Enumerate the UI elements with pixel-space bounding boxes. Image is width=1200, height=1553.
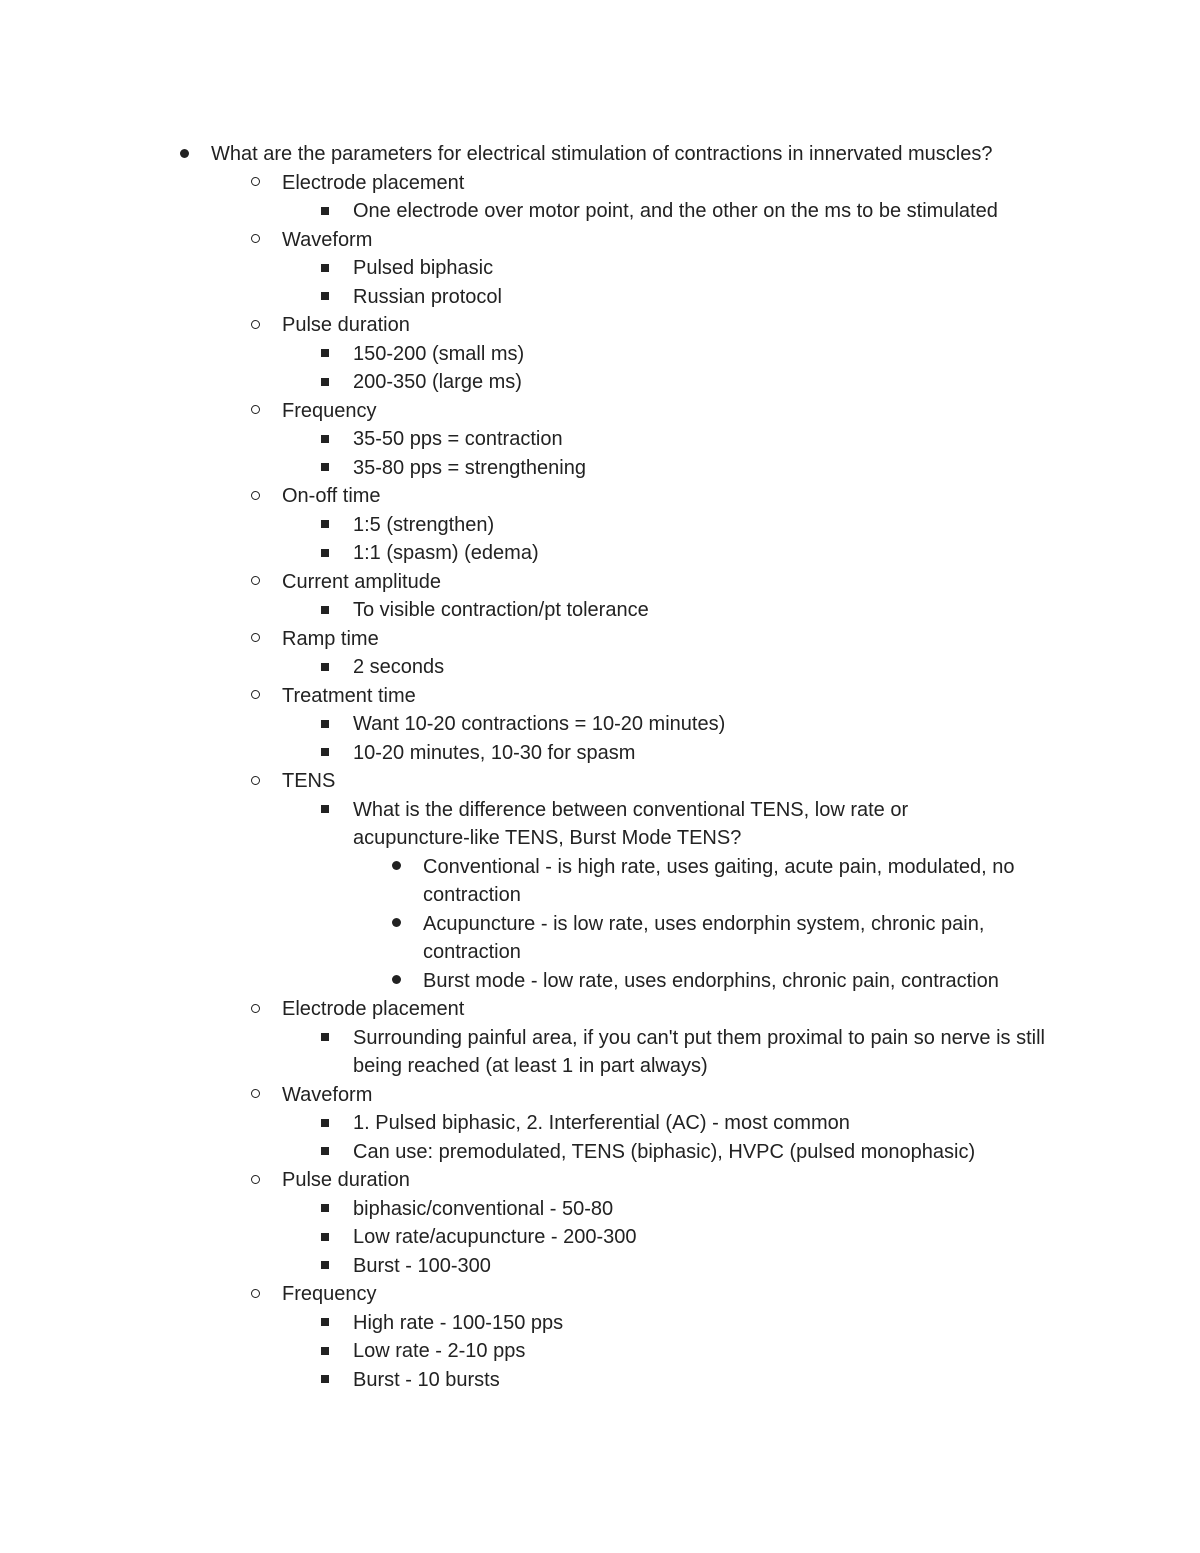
square-bullet-icon <box>313 653 337 682</box>
list-item <box>0 425 1200 454</box>
list-item-text: Surrounding painful area, if you can't put them proximal to pain so nerve is still being reached (at least 1 in part always) <box>353 1026 1045 1077</box>
list-item <box>0 1366 1200 1395</box>
question-text: What are the parameters for electrical stimulation of contractions in innervated muscles? <box>211 143 993 165</box>
topic-label: Electrode placement <box>282 998 465 1020</box>
topic-pulse-duration <box>0 311 1200 340</box>
list-item-text: 10-20 minutes, 10-30 for spasm <box>353 741 636 764</box>
topic-label: Pulse duration <box>282 1169 410 1191</box>
square-bullet-icon <box>313 710 337 739</box>
list-item-text: Pulsed biphasic <box>353 257 494 279</box>
hollow-circle-bullet-icon <box>243 1166 267 1195</box>
list-item <box>0 1138 1200 1167</box>
list-item-text: 1:5 (strengthen) <box>353 513 495 536</box>
square-bullet-icon <box>313 539 337 568</box>
outline-question <box>0 140 1200 169</box>
topic-label: Frequency <box>282 399 377 422</box>
topic-frequency <box>0 397 1200 426</box>
document-page <box>0 140 1200 1394</box>
list-item-text: Burst - 100-300 <box>353 1254 491 1277</box>
list-item <box>0 1223 1200 1252</box>
hollow-circle-bullet-icon <box>243 568 267 597</box>
list-item-text: 35-80 pps = strengthening <box>353 456 586 479</box>
square-bullet-icon <box>313 454 337 483</box>
list-item-text: 35-50 pps = contraction <box>353 428 563 450</box>
list-item-text: Low rate/acupuncture - 200-300 <box>353 1226 637 1248</box>
hollow-circle-bullet-icon <box>243 169 267 198</box>
topic-label: TENS <box>282 770 336 792</box>
list-item-text: 1. Pulsed biphasic, 2. Interferential (AC) - most common <box>353 1112 850 1134</box>
list-item <box>0 283 1200 312</box>
hollow-circle-bullet-icon <box>243 1081 267 1110</box>
list-item <box>0 1252 1200 1281</box>
sub-list-item-text: Acupuncture - is low rate, uses endorphin system, chronic pain, contraction <box>423 912 985 963</box>
hollow-circle-bullet-icon <box>243 482 267 511</box>
square-bullet-icon <box>313 596 337 625</box>
hollow-circle-bullet-icon <box>243 767 267 796</box>
filled-circle-bullet-icon <box>384 910 408 939</box>
hollow-circle-bullet-icon <box>243 397 267 426</box>
square-bullet-icon <box>313 368 337 397</box>
square-bullet-icon <box>313 1337 337 1366</box>
list-item <box>0 1337 1200 1366</box>
square-bullet-icon <box>313 739 337 768</box>
list-item-text: Want 10-20 contractions = 10-20 minutes) <box>353 713 726 735</box>
hollow-circle-bullet-icon <box>243 1280 267 1309</box>
square-bullet-icon <box>313 254 337 283</box>
list-item-text: 2 seconds <box>353 656 445 678</box>
list-item <box>0 1309 1200 1338</box>
topic-label: Frequency <box>282 1283 377 1305</box>
topic-treatment-time <box>0 682 1200 711</box>
list-item-text: To visible contraction/pt tolerance <box>353 599 649 621</box>
list-item-text: Russian protocol <box>353 285 502 308</box>
topic-waveform <box>0 226 1200 255</box>
topic-label: Treatment time <box>282 684 416 707</box>
sub-list-item <box>0 967 1200 996</box>
list-item-text: Can use: premodulated, TENS (biphasic), HVPC (pulsed monophasic) <box>353 1140 976 1163</box>
hollow-circle-bullet-icon <box>243 682 267 711</box>
list-item <box>0 1024 1200 1081</box>
list-item-text: Low rate - 2-10 pps <box>353 1340 526 1362</box>
square-bullet-icon <box>313 1309 337 1338</box>
square-bullet-icon <box>313 1366 337 1395</box>
sub-list-item <box>0 910 1200 967</box>
square-bullet-icon <box>313 425 337 454</box>
filled-circle-bullet-icon <box>384 853 408 882</box>
square-bullet-icon <box>313 796 337 825</box>
list-item <box>0 254 1200 283</box>
topic-pulse-duration <box>0 1166 1200 1195</box>
hollow-circle-bullet-icon <box>243 226 267 255</box>
list-item-text: Burst - 10 bursts <box>353 1368 500 1391</box>
topic-tens <box>0 767 1200 796</box>
square-bullet-icon <box>313 1195 337 1224</box>
filled-circle-bullet-icon <box>172 140 196 169</box>
list-item <box>0 368 1200 397</box>
hollow-circle-bullet-icon <box>243 995 267 1024</box>
topic-label: Waveform <box>282 228 373 251</box>
list-item-text: High rate - 100-150 pps <box>353 1311 564 1334</box>
list-item <box>0 197 1200 226</box>
square-bullet-icon <box>313 340 337 369</box>
sub-list-item-text: Conventional - is high rate, uses gaiting, acute pain, modulated, no contraction <box>423 855 1015 906</box>
square-bullet-icon <box>313 1024 337 1053</box>
square-bullet-icon <box>313 1109 337 1138</box>
topic-label: Electrode placement <box>282 171 465 194</box>
hollow-circle-bullet-icon <box>243 311 267 340</box>
square-bullet-icon <box>313 511 337 540</box>
topic-electrode-placement <box>0 995 1200 1024</box>
list-item-text: 200-350 (large ms) <box>353 371 522 393</box>
sub-list-item <box>0 853 1200 910</box>
list-item <box>0 511 1200 540</box>
topic-current-amplitude <box>0 568 1200 597</box>
square-bullet-icon <box>313 1223 337 1252</box>
topic-ramp-time <box>0 625 1200 654</box>
square-bullet-icon <box>313 197 337 226</box>
list-item <box>0 796 1200 853</box>
list-item <box>0 596 1200 625</box>
sub-list-item-text: Burst mode - low rate, uses endorphins, chronic pain, contraction <box>423 969 999 992</box>
list-item-text: One electrode over motor point, and the other on the ms to be stimulated <box>353 200 998 222</box>
list-item <box>0 653 1200 682</box>
list-item-text: biphasic/conventional - 50-80 <box>353 1197 614 1220</box>
hollow-circle-bullet-icon <box>243 625 267 654</box>
topic-on-off-time <box>0 482 1200 511</box>
square-bullet-icon <box>313 1252 337 1281</box>
list-item <box>0 454 1200 483</box>
topic-label: On-off time <box>282 485 381 507</box>
topic-label: Ramp time <box>282 627 379 650</box>
topic-frequency <box>0 1280 1200 1309</box>
list-item-text: 150-200 (small ms) <box>353 342 525 365</box>
list-item-text: 1:1 (spasm) (edema) <box>353 542 539 564</box>
square-bullet-icon <box>313 1138 337 1167</box>
topic-electrode-placement <box>0 169 1200 198</box>
topic-waveform <box>0 1081 1200 1110</box>
list-item <box>0 539 1200 568</box>
topic-label: Current amplitude <box>282 570 441 593</box>
list-item <box>0 710 1200 739</box>
filled-circle-bullet-icon <box>384 967 408 996</box>
tens-question-text: What is the difference between conventional TENS, low rate or acupuncture-like TENS, Burst Mode TENS? <box>353 798 909 849</box>
list-item <box>0 739 1200 768</box>
square-bullet-icon <box>313 283 337 312</box>
list-item <box>0 1109 1200 1138</box>
topic-label: Waveform <box>282 1083 373 1106</box>
list-item <box>0 1195 1200 1224</box>
topic-label: Pulse duration <box>282 314 410 336</box>
list-item <box>0 340 1200 369</box>
